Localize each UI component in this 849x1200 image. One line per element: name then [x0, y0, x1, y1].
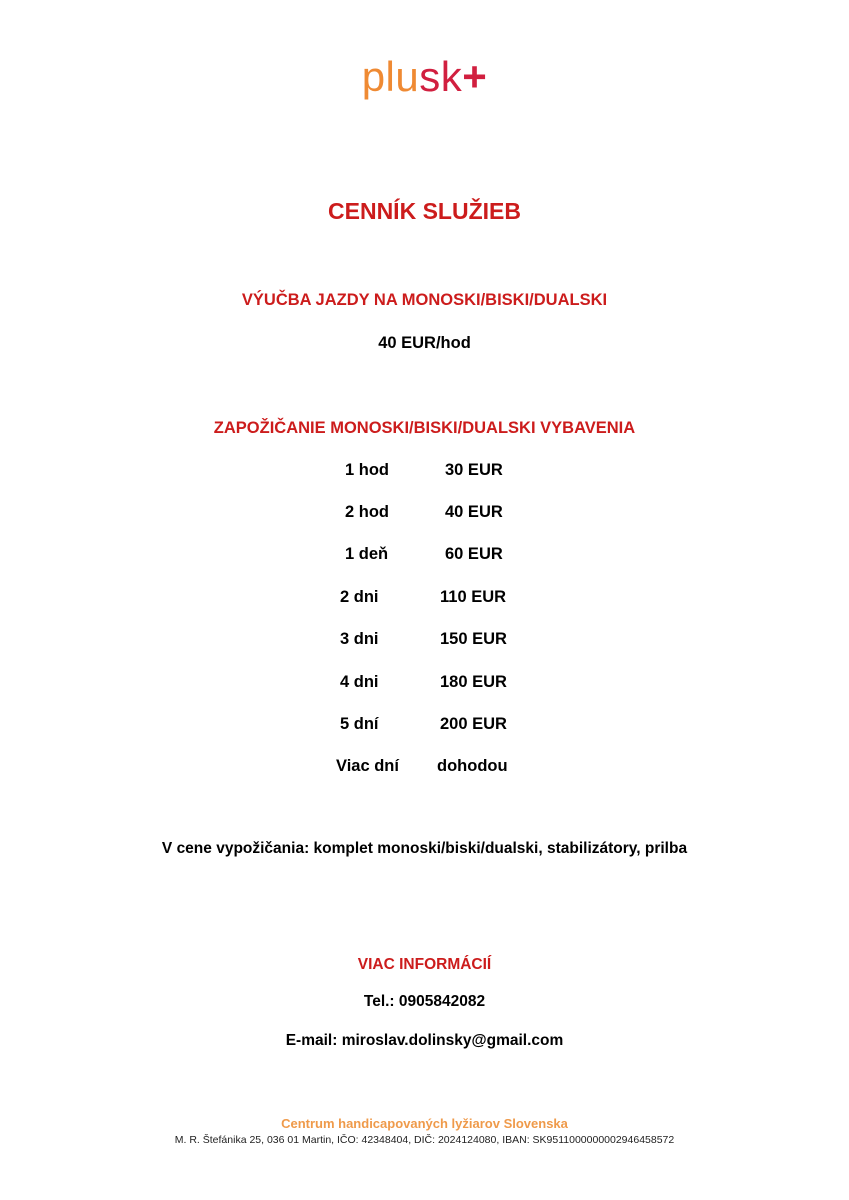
rental-duration: 1 hod [345, 461, 389, 479]
rental-includes-note: V cene vypožičania: komplet monoski/biski/dualski, stabilizátory, prilba [161, 840, 688, 857]
rental-duration: 4 dni [340, 673, 379, 691]
rental-duration: 3 dni [340, 630, 379, 648]
rental-duration: 1 deň [345, 545, 389, 563]
rental-price: 30 EUR [445, 461, 503, 479]
rental-duration: Viac dní [336, 757, 399, 775]
rental-price: 200 EUR [440, 715, 507, 733]
email-address: E-mail: miroslav.dolinsky@gmail.com [285, 1032, 564, 1049]
rental-duration: 2 hod [345, 503, 389, 521]
rental-duration: 2 dni [340, 588, 379, 606]
footer-address: M. R. Štefánika 25, 036 01 Martin, IČO: 42348404, DIČ: 2024124080, IBAN: SK9511000000002946458572 [174, 1134, 675, 1146]
rental-price: 180 EUR [440, 673, 507, 691]
rental-price: dohodou [437, 757, 508, 775]
teaching-heading: VÝUČBA JAZDY NA MONOSKI/BISKI/DUALSKI [241, 291, 608, 309]
rental-price: 60 EUR [445, 545, 503, 563]
teaching-price: 40 EUR/hod [378, 334, 471, 352]
rental-duration: 5 dní [340, 715, 379, 733]
logo-text-sk: sk [419, 53, 463, 100]
page-title: CENNÍK SLUŽIEB [328, 198, 521, 224]
logo-plus-sign: + [462, 53, 488, 100]
info-heading: VIAC INFORMÁCIÍ [357, 956, 492, 973]
phone-number: Tel.: 0905842082 [363, 993, 486, 1010]
logo [0, 52, 849, 102]
rental-price: 110 EUR [440, 588, 507, 606]
rental-price: 150 EUR [440, 630, 507, 648]
rental-price: 40 EUR [445, 503, 503, 521]
logo-text-plu: plu [361, 53, 420, 100]
footer-organization: Centrum handicapovaných lyžiarov Slovenska [281, 1116, 568, 1131]
rental-heading: ZAPOŽIČANIE MONOSKI/BISKI/DUALSKI VYBAVENIA [213, 419, 636, 437]
